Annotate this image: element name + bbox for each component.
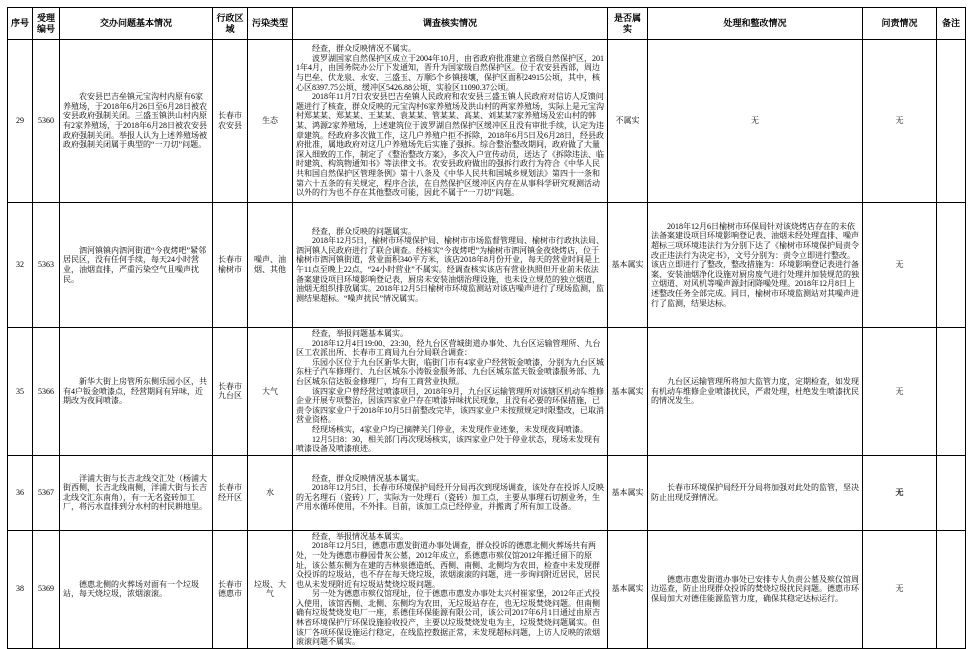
cell-verified: 基本属实 <box>608 328 648 456</box>
cell-case-no: 5369 <box>33 530 60 648</box>
investigation-paragraph: 2018年12月5日，长春市环境保护局经开分局再次到现场调查，该处存在投诉人反映的无名理石（瓷砖）厂，实际为一处理石（瓷砖）加工点，主要从事理石切割业务，生产用水循环使用，不外排。目前，该加工点已经停业，并搬离了所有加工设备。 <box>296 483 604 512</box>
cell-problem <box>60 455 213 530</box>
header-pollution-type: 污染类型 <box>248 8 293 40</box>
complaint-handling-table <box>7 7 966 649</box>
cell-pollution-type: 生态 <box>248 40 293 203</box>
cell-remarks <box>937 530 966 648</box>
cell-pollution-type: 大气 <box>248 328 293 456</box>
cell-region: 长春市农安县 <box>213 40 248 203</box>
cell-case-no: 5367 <box>33 455 60 530</box>
cell-remarks <box>937 40 966 203</box>
cell-remarks <box>937 455 966 530</box>
cell-problem <box>60 40 213 203</box>
problem-text: 泗河镇镇内泗河街道“今夜烤吧”紧邻居民区，没有任何手续，每天24小时营业，油烟直排，严重污染空气且噪声扰民。 <box>63 245 207 284</box>
problem-text: 农安县巴吉垒镇元宝沟村内原有6家养殖场，于2018年6月26日至6月28日被农安县政府强制关闭。三盛玉镇洪山村内原有2家养殖场，于2018年6月28日被农安县政府强制关闭。举报人认为上述养殖场被政府强制关闭属于典型的“一刀切”问题。 <box>63 92 207 150</box>
header-problem: 交办问题基本情况 <box>60 8 213 40</box>
handling-paragraph: 九台区运输管理所将加大监管力度，定期检查，如发现有机动车维修企业喷漆扰民，严肃处理，杜绝发生喷漆扰民的情况发生。 <box>651 376 859 406</box>
header-remarks: 备注 <box>937 8 966 40</box>
problem-text: 洋浦大街与长吉北线交汇处（杨浦大街西侧，长吉北线南侧，洋浦大街与长吉北线交汇东南角），有一无名瓷砖加工厂，将污水直排到分水村的村民耕地里。 <box>63 473 207 512</box>
investigation-paragraph: 2018年12月4日19:00、23:30，经九台区营城街道办事处、九台区运输管理所、九台区工农派出所、长春市工商局九台分局联合调查： <box>296 338 601 358</box>
table-row <box>8 40 966 203</box>
cell-remarks <box>937 203 966 328</box>
cell-handling <box>648 203 863 328</box>
cell-region: 长春市榆树市 <box>213 203 248 328</box>
investigation-paragraph: 该四家业户曾经营过喷漆项目，2018年9月，九台区运输管理所对该辖区机动车维修企业开展专项整治，因该四家业户存在喷漆异味扰民现象，且没有必要的环保措施，已责令该四家业户于2018年10月5日前整改完毕，该四家业户未按照规定时限整改，已取消营业资格。 <box>296 386 604 425</box>
cell-pollution-type: 垃圾、大气 <box>248 530 293 648</box>
header-accountability: 问责情况 <box>863 8 937 40</box>
cell-seq: 35 <box>8 328 33 456</box>
investigation-paragraph: 乐园小区位于九台区新华大街，临街门市有4家业户经营钣金喷漆，分别为九台区城东柱子汽车修理行、九台区城东小涛钣金服务部、九台区城东蓝天钣金喷漆服务部、九台区城东信达钣金修理厂，均有工商营业执照。 <box>296 357 604 386</box>
cell-accountability: 无 <box>863 455 937 530</box>
cell-handling <box>648 328 863 456</box>
cell-problem <box>60 530 213 648</box>
cell-verified: 基本属实 <box>608 530 648 648</box>
header-region: 行政区域 <box>213 8 248 40</box>
cell-verified: 基本属实 <box>608 455 648 530</box>
cell-case-no: 5360 <box>33 40 60 203</box>
cell-pollution-type: 噪声、油烟、其他 <box>248 203 293 328</box>
cell-problem <box>60 328 213 456</box>
cell-region: 长春市九台区 <box>213 328 248 456</box>
problem-text: 德惠北侧的火葬场对面有一个垃圾站，每天烧垃圾，浓烟滚滚。 <box>63 579 199 599</box>
cell-investigation <box>293 40 608 203</box>
cell-verified: 不属实 <box>608 40 648 203</box>
investigation-paragraph: 经查，群众反映情况基本属实。 <box>312 473 424 483</box>
handling-paragraph: 德惠市惠发街道办事处已安排专人负责公墓及殡仪馆周边巡查，防止出现群众投诉的焚烧垃圾扰民问题。德惠市环保局加大对德佳能源监管力度，确保其稳定达标运行。 <box>651 574 859 604</box>
cell-seq: 38 <box>8 530 33 648</box>
investigation-paragraph: 经查，举报问题基本属实。 <box>312 329 408 338</box>
header-verified: 是否属实 <box>608 8 648 40</box>
cell-investigation <box>293 203 608 328</box>
cell-seq: 32 <box>8 203 33 328</box>
table-row <box>8 203 966 328</box>
cell-verified: 基本属实 <box>608 203 648 328</box>
investigation-paragraph: 经查，举报情况基本属实。 <box>312 531 408 541</box>
investigation-paragraph: 经查，群众反映的问题属实。 <box>312 226 416 236</box>
cell-accountability: 无 <box>863 328 937 456</box>
cell-region: 长春市德惠市 <box>213 530 248 648</box>
header-investigation: 调查核实情况 <box>293 8 608 40</box>
cell-region: 长春市经开区 <box>213 455 248 530</box>
investigation-paragraph: 另一处为德惠市殡仪馆现址，位于德惠市惠发办事处太兴村崔家堡，2012年正式投入使用，该馆西侧、北侧、东侧均为农田，无垃圾站存在，也无垃圾焚烧问题。但南侧确有垃圾焚烧发电厂一座，系德佳环保能源有限公司，该公司2017年6月1日通过由原吉林省环境保护厅环保设施验收投产，主要以垃圾焚烧发电为主，垃圾焚烧问题属实。但该厂各项环保设施运行稳定，在线监控数据正常，未发现超标问题，上访人反映的浓烟滚滚问题不属实。 <box>296 589 600 647</box>
cell-seq: 29 <box>8 40 33 203</box>
investigation-paragraph: 12月5日8：30，相关部门再次现场核实，该四家业户处于停业状态，现场未发现有喷漆设备及喷漆痕迹。 <box>296 434 600 454</box>
cell-seq: 36 <box>8 455 33 530</box>
investigation-paragraph: 经现场核实，4家业户均已摘牌关门停业，未发现作业迹象，未发现夜间喷漆。 <box>312 424 588 434</box>
cell-accountability: 无 <box>863 530 937 648</box>
cell-problem <box>60 203 213 328</box>
cell-handling: 无 <box>648 40 863 203</box>
table-row <box>8 455 966 530</box>
handling-paragraph: 2018年12月6日榆树市环保局针对该烧烤店存在的未依法备案建设项目环境影响登记表、油烟未经处理直排、噪声超标三项环境违法行为分别下达了《榆树市环境保护局责令改正违法行为决定书》，文号分别为：责令立即进行整改。该店立即进行了整改，整改措施为：环境影响登记表进行备案、安装油烟净化设施对厨房废气进行处理并加装规范的独立烟道、对风机等噪声源封闭降噪处理。2018年12月8日上述整改任务全部完成。同日，榆树市环境监测站对其噪声进行了监测，结果达标。 <box>651 221 859 308</box>
table-row <box>8 328 966 456</box>
cell-investigation <box>293 530 608 648</box>
header-case-no: 受理编号 <box>33 8 60 40</box>
investigation-paragraph: 2018年11月7日农安县巴吉垒镇人民政府和农安县三盛玉镇人民政府对信访人反馈问题进行了核查，群众反映的元宝沟村6家养殖场及洪山村的两家养殖场，实际上是元宝沟村郑某某、郑某某、王某某、袁某某、管某某、高某、刘某某7家养殖场及宏山村的韩某、鸿源2家养殖场，上述建筑位于波罗湖自然保护区缓冲区且没有审批手续，认定为违章建筑。经政府多次做工作，这几户养殖户拒不拆除，2018年6月5日及6月28日，经县政府批准，属地政府对这几户养殖场先后实施了强拆。综合整治整改期间，政府做了大量深入细致的工作，制定了《整治整改方案》，多次入户宣传动员，送达了《拆除违法、临时建筑、构筑物通知书》等法律文书。农安县政府做出的强拆行政行为符合《中华人民共和国自然保护区管理条例》第十八条及《中华人民共和国城乡规划法》第四十一条和第六十五条的有关规定，程序合法，在自然保护区缓冲区内存在从事科学研究观测活动以外的行为也不存在其他整改可能，因此不属于“一刀切”问题。 <box>296 92 604 198</box>
cell-handling <box>648 530 863 648</box>
cell-accountability: 无 <box>863 40 937 203</box>
header-seq: 序号 <box>8 8 33 40</box>
cell-remarks <box>937 328 966 456</box>
investigation-paragraph: 经查，群众反映情况不属实。 <box>312 44 416 54</box>
cell-investigation <box>293 455 608 530</box>
cell-pollution-type: 水 <box>248 455 293 530</box>
cell-case-no: 5366 <box>33 328 60 456</box>
cell-accountability: 无 <box>863 203 937 328</box>
cell-handling <box>648 455 863 530</box>
cell-case-no: 5363 <box>33 203 60 328</box>
header-row <box>8 8 966 40</box>
investigation-paragraph: 2018年12月5日，德惠市惠发街道办事处调查，群众投诉的德惠北侧火葬场共有两处，一处为德惠市静园骨灰公墓，2012年成立，系德惠市殡仪馆2012年搬迁留下的原址，该公墓东侧为在建的吉林泉德造纸、西侧、南侧、北侧均为农田，检查中未发现群众投诉的垃圾站，也不存在每天烧垃圾，浓烟滚滚的问题，进一步询问附近居民，居民也从未发现附近有垃圾站焚烧垃圾问题。 <box>296 541 600 589</box>
investigation-paragraph: 2018年12月5日，榆树市环境保护局、榆树市市场监督管理局、榆树市行政执法局、泗河镇人民政府进行了联合调查。经核实“今夜烤吧”为榆树市泗河镇金夜烧烤店，位于榆树市泗河镇街道，营业面积340平方米，该店2018年8月份开业，每天的营业时间是上午11点至晚上22点，“24小时营业”不属实。经调查核实该店有营业执照但开业前未依法备案建设项目环境影响登记表，厨房未安装油烟治理设施，也未设立规范的独立烟道，油烟无组织排放属实。2018年12月5日榆树市环境监测站对该店噪声进行了现场监测，监测结果超标。“噪声扰民”情况属实。 <box>296 236 604 303</box>
investigation-paragraph: 波罗湖国家自然保护区成立于2004年10月，由省政府批准建立省级自然保护区，2011年4月，由国务院办公厅下发通知，晋升为国家级自然保护区。位于农安县西部，周边与巴垒、伏龙泉、永安、三盛玉、万顺5个乡镇接壤，保护区面积24915公顷，其中，核心区8397.75公顷、缓冲区5426.88公顷、实验区11090.37公顷。 <box>296 53 604 92</box>
cell-investigation <box>293 328 608 456</box>
header-handling: 处理和整改情况 <box>648 8 863 40</box>
handling-paragraph: 长春市环境保护局经开分局将加强对此处的监管，坚决防止出现反弹情况。 <box>651 483 859 502</box>
problem-text: 新华大街上房管所东侧乐园小区，共有4户钣金喷漆点，经营期间有异味，近期改为夜间喷漆。 <box>63 376 207 406</box>
table-row <box>8 530 966 648</box>
